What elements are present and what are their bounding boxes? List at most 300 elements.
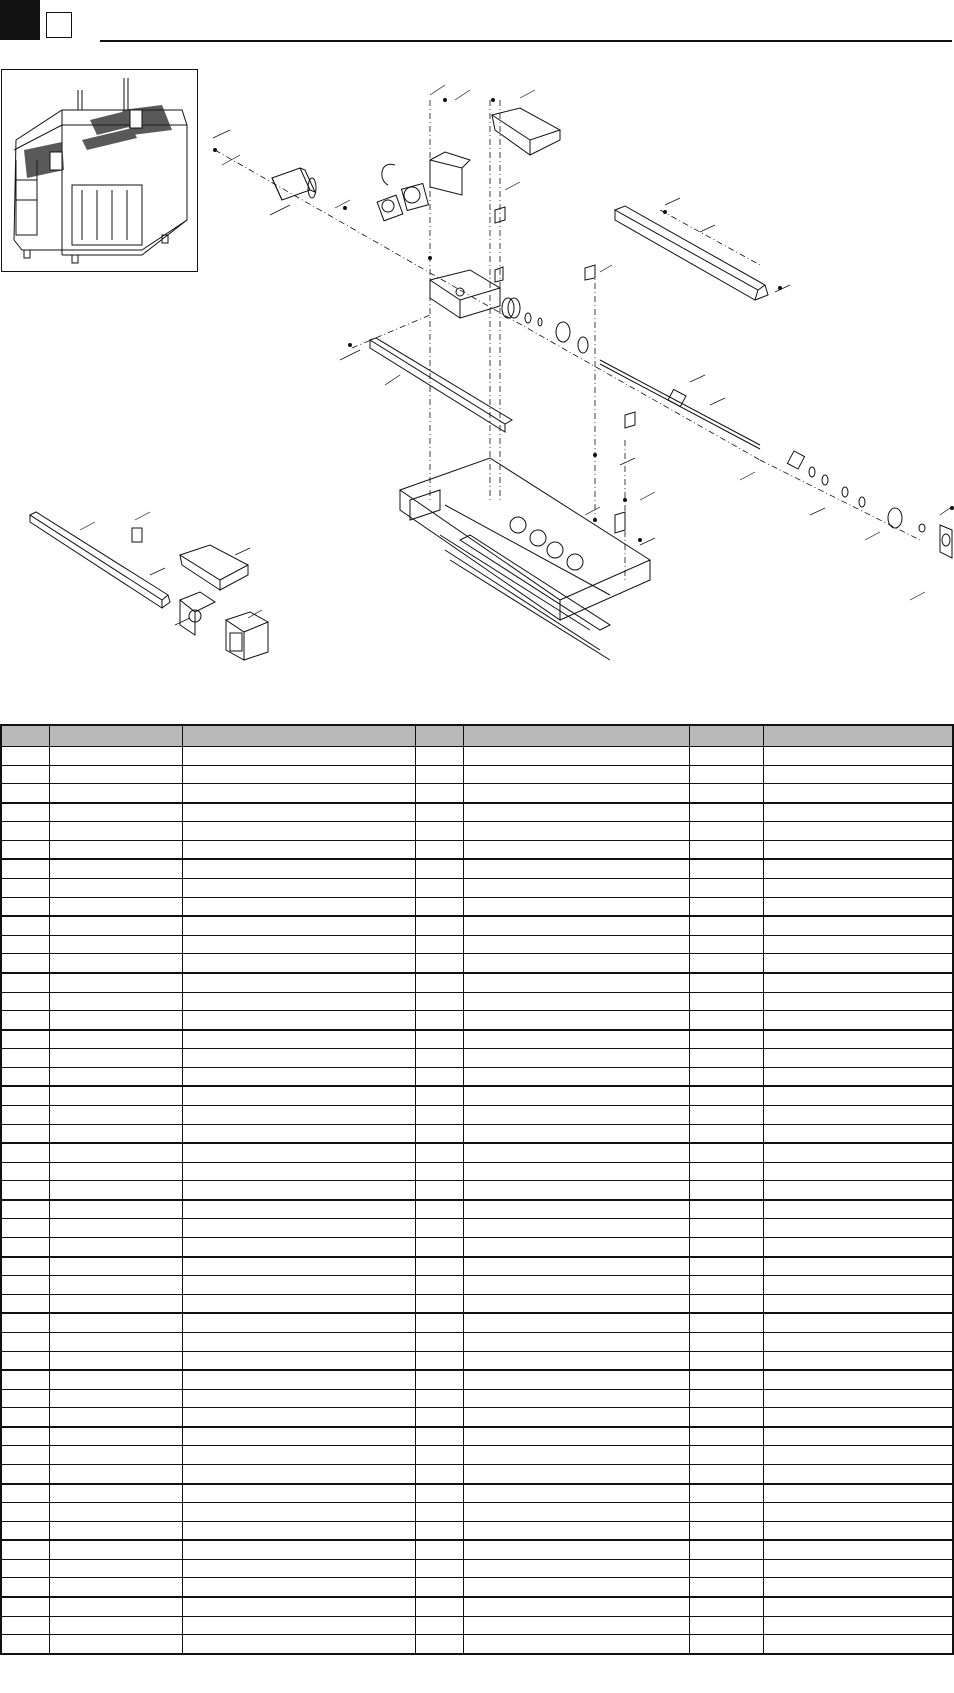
table-cell-qty_right: [689, 1635, 763, 1654]
table-cell-no_left: [1, 1105, 49, 1124]
table-cell-description_right: [463, 1200, 689, 1219]
table-row: [1, 973, 953, 992]
table-cell-qty_right: [689, 935, 763, 954]
table-cell-description_right: [463, 935, 689, 954]
table-cell-no_right: [415, 1408, 463, 1427]
table-cell-no_right: [415, 1464, 463, 1483]
table-cell-qty_right: [689, 1578, 763, 1597]
table-cell-no_right: [415, 897, 463, 916]
table-cell-qty_right: [689, 1503, 763, 1522]
table-cell-part_no_right: [763, 1635, 953, 1654]
table-cell-description_left: [182, 1086, 415, 1105]
table-cell-description_right: [463, 1143, 689, 1162]
table-cell-part_no_right: [763, 859, 953, 878]
table-cell-no_left: [1, 1332, 49, 1351]
table-cell-qty_right: [689, 992, 763, 1011]
table-cell-description_left: [182, 1408, 415, 1427]
table-cell-part_no_right: [763, 1181, 953, 1200]
table-cell-no_left: [1, 747, 49, 766]
fan-bracket: [377, 152, 470, 221]
table-cell-qty_right: [689, 1162, 763, 1181]
table-cell-part_no_right: [763, 1011, 953, 1030]
table-cell-description_right: [463, 822, 689, 841]
left-side-bracket: [180, 592, 215, 635]
table-cell-part_no_right: [763, 1200, 953, 1219]
table-cell-qty_right: [689, 954, 763, 973]
table-cell-no_right: [415, 765, 463, 784]
table-cell-part_no_left: [49, 1276, 182, 1295]
col-description-right: [463, 725, 689, 747]
drive-block: [430, 270, 500, 318]
table-row: [1, 822, 953, 841]
table-row: [1, 784, 953, 803]
table-cell-qty_right: [689, 1181, 763, 1200]
col-part-no-right: [763, 725, 953, 747]
col-qty-right: [689, 725, 763, 747]
table-cell-no_left: [1, 1540, 49, 1559]
table-cell-description_left: [182, 784, 415, 803]
table-cell-description_right: [463, 1294, 689, 1313]
table-cell-description_right: [463, 1067, 689, 1086]
table-cell-no_left: [1, 840, 49, 859]
left-side-cover: [180, 545, 248, 590]
table-cell-description_left: [182, 1427, 415, 1446]
table-row: [1, 1540, 953, 1559]
table-cell-no_right: [415, 1313, 463, 1332]
table-row: [1, 1389, 953, 1408]
table-cell-description_left: [182, 1294, 415, 1313]
table-cell-no_left: [1, 1351, 49, 1370]
table-cell-part_no_right: [763, 1238, 953, 1257]
table-cell-no_right: [415, 1597, 463, 1616]
table-cell-part_no_right: [763, 1540, 953, 1559]
table-cell-no_left: [1, 1238, 49, 1257]
table-cell-part_no_right: [763, 1446, 953, 1465]
table-cell-qty_right: [689, 822, 763, 841]
table-cell-no_right: [415, 1332, 463, 1351]
table-cell-part_no_left: [49, 935, 182, 954]
table-cell-part_no_left: [49, 897, 182, 916]
table-cell-no_left: [1, 973, 49, 992]
table-cell-no_left: [1, 1011, 49, 1030]
table-cell-no_right: [415, 1143, 463, 1162]
table-cell-part_no_right: [763, 1370, 953, 1389]
table-cell-part_no_left: [49, 1067, 182, 1086]
section-marker: [0, 0, 40, 40]
table-row: [1, 1370, 953, 1389]
table-cell-part_no_left: [49, 765, 182, 784]
table-cell-description_left: [182, 1181, 415, 1200]
table-row: [1, 1276, 953, 1295]
table-cell-part_no_right: [763, 1162, 953, 1181]
table-cell-no_right: [415, 1181, 463, 1200]
table-cell-qty_right: [689, 840, 763, 859]
left-side-rail: [30, 512, 170, 608]
bearing-stack: [787, 451, 952, 558]
table-cell-qty_right: [689, 1351, 763, 1370]
table-cell-qty_right: [689, 1257, 763, 1276]
table-cell-qty_right: [689, 1143, 763, 1162]
base-plate: [400, 458, 650, 660]
table-cell-description_left: [182, 803, 415, 822]
table-cell-qty_right: [689, 1408, 763, 1427]
table-cell-description_right: [463, 1276, 689, 1295]
table-cell-qty_right: [689, 1124, 763, 1143]
table-cell-no_right: [415, 1162, 463, 1181]
table-cell-part_no_right: [763, 1559, 953, 1578]
col-part-no-left: [49, 725, 182, 747]
table-cell-description_right: [463, 1484, 689, 1503]
table-cell-no_right: [415, 859, 463, 878]
table-cell-part_no_left: [49, 1578, 182, 1597]
table-cell-part_no_left: [49, 1332, 182, 1351]
table-cell-part_no_right: [763, 935, 953, 954]
table-cell-no_right: [415, 1238, 463, 1257]
table-cell-description_right: [463, 1086, 689, 1105]
table-cell-description_left: [182, 992, 415, 1011]
table-row: [1, 1597, 953, 1616]
table-cell-no_left: [1, 1389, 49, 1408]
table-cell-no_right: [415, 1446, 463, 1465]
table-cell-qty_right: [689, 1370, 763, 1389]
table-cell-part_no_left: [49, 1616, 182, 1635]
table-row: [1, 1294, 953, 1313]
table-cell-description_right: [463, 1332, 689, 1351]
table-cell-no_left: [1, 1257, 49, 1276]
table-cell-description_left: [182, 1162, 415, 1181]
table-cell-no_left: [1, 1219, 49, 1238]
table-cell-description_right: [463, 1124, 689, 1143]
table-cell-description_left: [182, 1200, 415, 1219]
table-cell-part_no_right: [763, 1067, 953, 1086]
table-cell-part_no_left: [49, 1200, 182, 1219]
table-cell-part_no_left: [49, 1408, 182, 1427]
table-cell-part_no_right: [763, 973, 953, 992]
table-cell-part_no_right: [763, 1124, 953, 1143]
table-cell-part_no_left: [49, 1219, 182, 1238]
table-cell-qty_right: [689, 1294, 763, 1313]
table-cell-qty_right: [689, 916, 763, 935]
table-cell-part_no_right: [763, 1294, 953, 1313]
table-row: [1, 1143, 953, 1162]
table-row: [1, 859, 953, 878]
table-cell-description_right: [463, 916, 689, 935]
table-cell-qty_right: [689, 765, 763, 784]
table-cell-no_left: [1, 1521, 49, 1540]
table-cell-description_right: [463, 973, 689, 992]
small-brackets: [495, 207, 635, 533]
table-cell-description_right: [463, 992, 689, 1011]
table-cell-part_no_right: [763, 1351, 953, 1370]
table-cell-no_right: [415, 803, 463, 822]
table-cell-no_left: [1, 803, 49, 822]
table-cell-description_left: [182, 765, 415, 784]
table-cell-no_right: [415, 1124, 463, 1143]
table-cell-description_right: [463, 1635, 689, 1654]
table-cell-no_left: [1, 1181, 49, 1200]
table-cell-description_right: [463, 879, 689, 898]
table-row: [1, 935, 953, 954]
table-cell-description_right: [463, 1105, 689, 1124]
table-cell-no_left: [1, 1597, 49, 1616]
table-cell-description_right: [463, 1446, 689, 1465]
left-small-plate: [132, 528, 142, 542]
table-row: [1, 1332, 953, 1351]
table-cell-description_left: [182, 897, 415, 916]
table-row: [1, 1011, 953, 1030]
table-cell-part_no_left: [49, 1257, 182, 1276]
table-cell-no_right: [415, 1578, 463, 1597]
table-row: [1, 1616, 953, 1635]
table-cell-qty_right: [689, 1332, 763, 1351]
table-cell-qty_right: [689, 1616, 763, 1635]
table-cell-part_no_right: [763, 916, 953, 935]
table-row: [1, 1503, 953, 1522]
table-cell-description_right: [463, 1257, 689, 1276]
table-cell-part_no_right: [763, 1503, 953, 1522]
table-cell-part_no_left: [49, 1389, 182, 1408]
table-row: [1, 1162, 953, 1181]
table-cell-no_left: [1, 1030, 49, 1049]
table-cell-qty_right: [689, 1011, 763, 1030]
table-cell-part_no_left: [49, 1446, 182, 1465]
table-cell-no_right: [415, 1086, 463, 1105]
table-cell-part_no_right: [763, 1578, 953, 1597]
table-cell-description_left: [182, 747, 415, 766]
table-cell-description_right: [463, 1389, 689, 1408]
table-cell-part_no_right: [763, 1389, 953, 1408]
table-cell-no_left: [1, 1370, 49, 1389]
table-cell-part_no_right: [763, 992, 953, 1011]
table-cell-part_no_right: [763, 1257, 953, 1276]
table-cell-qty_right: [689, 1559, 763, 1578]
table-row: [1, 1219, 953, 1238]
table-cell-description_left: [182, 1030, 415, 1049]
table-cell-no_right: [415, 954, 463, 973]
table-cell-description_left: [182, 1389, 415, 1408]
table-row: [1, 992, 953, 1011]
table-cell-no_left: [1, 1503, 49, 1522]
table-cell-no_right: [415, 840, 463, 859]
table-cell-description_right: [463, 840, 689, 859]
right-rail: [615, 206, 768, 300]
table-cell-no_right: [415, 1503, 463, 1522]
table-cell-no_right: [415, 1351, 463, 1370]
exploded-view: [0, 60, 954, 700]
table-cell-description_left: [182, 1276, 415, 1295]
table-cell-part_no_right: [763, 1332, 953, 1351]
table-cell-no_right: [415, 879, 463, 898]
table-cell-qty_right: [689, 879, 763, 898]
table-cell-no_right: [415, 1105, 463, 1124]
table-row: [1, 1181, 953, 1200]
table-cell-part_no_right: [763, 897, 953, 916]
table-row: [1, 1484, 953, 1503]
table-cell-no_right: [415, 1635, 463, 1654]
leader-lines: [80, 85, 950, 625]
table-cell-no_left: [1, 1294, 49, 1313]
table-cell-part_no_right: [763, 1521, 953, 1540]
table-row: [1, 1559, 953, 1578]
table-row: [1, 1067, 953, 1086]
table-cell-part_no_left: [49, 803, 182, 822]
table-row: [1, 765, 953, 784]
table-cell-description_left: [182, 1616, 415, 1635]
table-cell-description_right: [463, 803, 689, 822]
table-cell-qty_right: [689, 973, 763, 992]
table-cell-no_right: [415, 973, 463, 992]
table-cell-description_right: [463, 784, 689, 803]
table-cell-part_no_left: [49, 1313, 182, 1332]
table-cell-no_left: [1, 859, 49, 878]
table-cell-qty_right: [689, 897, 763, 916]
table-cell-description_right: [463, 1427, 689, 1446]
table-row: [1, 747, 953, 766]
table-cell-part_no_left: [49, 1521, 182, 1540]
exploded-assembly-diagram: [0, 60, 954, 700]
table-cell-part_no_right: [763, 1105, 953, 1124]
table-cell-description_right: [463, 1521, 689, 1540]
table-cell-no_right: [415, 1427, 463, 1446]
table-cell-description_left: [182, 1238, 415, 1257]
table-cell-part_no_left: [49, 973, 182, 992]
table-cell-part_no_left: [49, 1049, 182, 1068]
table-cell-no_left: [1, 765, 49, 784]
table-cell-part_no_left: [49, 1294, 182, 1313]
table-cell-qty_right: [689, 1276, 763, 1295]
table-cell-part_no_left: [49, 840, 182, 859]
table-cell-part_no_right: [763, 1484, 953, 1503]
table-cell-no_left: [1, 1427, 49, 1446]
table-cell-description_left: [182, 859, 415, 878]
table-cell-description_right: [463, 1370, 689, 1389]
table-cell-description_left: [182, 973, 415, 992]
table-cell-no_left: [1, 1200, 49, 1219]
table-cell-part_no_left: [49, 1162, 182, 1181]
table-cell-no_left: [1, 1616, 49, 1635]
table-cell-description_left: [182, 935, 415, 954]
parts-table: [0, 724, 954, 1655]
table-cell-qty_right: [689, 1484, 763, 1503]
table-cell-no_left: [1, 1086, 49, 1105]
table-cell-no_right: [415, 1049, 463, 1068]
table-cell-no_right: [415, 935, 463, 954]
table-cell-description_left: [182, 1313, 415, 1332]
table-cell-qty_right: [689, 1464, 763, 1483]
table-cell-part_no_right: [763, 1143, 953, 1162]
table-cell-part_no_left: [49, 1181, 182, 1200]
table-cell-description_left: [182, 1011, 415, 1030]
table-cell-no_left: [1, 1578, 49, 1597]
table-cell-qty_right: [689, 1030, 763, 1049]
table-cell-description_left: [182, 1257, 415, 1276]
table-row: [1, 1238, 953, 1257]
table-cell-no_left: [1, 1484, 49, 1503]
table-cell-description_right: [463, 1351, 689, 1370]
table-cell-description_right: [463, 1540, 689, 1559]
table-cell-description_right: [463, 1578, 689, 1597]
table-cell-no_right: [415, 1294, 463, 1313]
table-cell-part_no_left: [49, 1370, 182, 1389]
table-cell-part_no_left: [49, 954, 182, 973]
table-cell-qty_right: [689, 1067, 763, 1086]
table-cell-qty_right: [689, 1389, 763, 1408]
table-cell-no_left: [1, 1446, 49, 1465]
table-cell-description_right: [463, 954, 689, 973]
table-cell-no_right: [415, 1540, 463, 1559]
table-cell-no_left: [1, 935, 49, 954]
table-cell-description_right: [463, 1408, 689, 1427]
table-cell-no_left: [1, 1143, 49, 1162]
table-cell-no_left: [1, 1276, 49, 1295]
table-cell-description_right: [463, 897, 689, 916]
table-cell-description_left: [182, 1635, 415, 1654]
table-cell-part_no_left: [49, 784, 182, 803]
table-cell-no_right: [415, 1616, 463, 1635]
table-cell-part_no_right: [763, 1597, 953, 1616]
table-row: [1, 1086, 953, 1105]
table-cell-description_right: [463, 1162, 689, 1181]
table-cell-no_right: [415, 1370, 463, 1389]
table-row: [1, 1124, 953, 1143]
table-cell-description_left: [182, 1049, 415, 1068]
table-cell-no_right: [415, 1257, 463, 1276]
table-cell-description_left: [182, 1578, 415, 1597]
table-cell-description_left: [182, 1484, 415, 1503]
table-cell-no_right: [415, 1389, 463, 1408]
coupling-parts: [502, 298, 588, 353]
table-cell-qty_right: [689, 1105, 763, 1124]
table-row: [1, 1635, 953, 1654]
table-cell-description_left: [182, 1540, 415, 1559]
table-cell-description_left: [182, 1219, 415, 1238]
table-cell-description_left: [182, 1351, 415, 1370]
table-cell-no_left: [1, 1635, 49, 1654]
top-cover: [492, 108, 560, 155]
table-cell-part_no_right: [763, 1276, 953, 1295]
section-box: [46, 12, 72, 38]
table-cell-part_no_left: [49, 916, 182, 935]
table-cell-part_no_left: [49, 992, 182, 1011]
table-cell-no_right: [415, 1276, 463, 1295]
table-cell-description_right: [463, 1503, 689, 1522]
table-cell-part_no_left: [49, 859, 182, 878]
table-cell-description_right: [463, 1313, 689, 1332]
table-cell-description_left: [182, 840, 415, 859]
table-cell-no_left: [1, 822, 49, 841]
table-cell-description_left: [182, 1521, 415, 1540]
table-cell-part_no_right: [763, 1219, 953, 1238]
table-cell-no_left: [1, 1124, 49, 1143]
table-cell-part_no_right: [763, 765, 953, 784]
table-cell-part_no_right: [763, 1616, 953, 1635]
table-cell-no_right: [415, 1067, 463, 1086]
table-cell-description_left: [182, 1559, 415, 1578]
table-cell-description_right: [463, 1559, 689, 1578]
table-cell-description_left: [182, 1597, 415, 1616]
table-row: [1, 879, 953, 898]
table-cell-no_left: [1, 992, 49, 1011]
table-cell-qty_right: [689, 1238, 763, 1257]
table-cell-qty_right: [689, 1049, 763, 1068]
table-cell-part_no_left: [49, 1597, 182, 1616]
table-cell-description_left: [182, 1503, 415, 1522]
table-cell-no_left: [1, 1408, 49, 1427]
table-cell-no_right: [415, 822, 463, 841]
table-cell-no_left: [1, 1049, 49, 1068]
parts-table-header: [1, 725, 953, 747]
table-cell-description_right: [463, 859, 689, 878]
